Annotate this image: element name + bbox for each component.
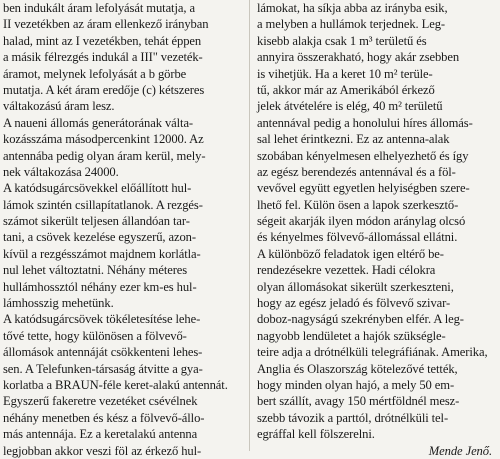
column-divider bbox=[249, 0, 250, 451]
text-line: korlatba a BRAUN-féle keret-alakú antennát. bbox=[3, 377, 228, 392]
text-line: kisebb alakja csak 1 m³ területű és bbox=[257, 33, 427, 48]
text-line: antennába pedig olyan áram kerül, mely- bbox=[3, 148, 206, 163]
text-line: az egész berendezés antennával és a föl- bbox=[257, 164, 456, 179]
text-line: szebb távozik a parttól, drótnélküli tel- bbox=[257, 410, 449, 425]
text-line: Anglia és Olaszország kötelezővé tették, bbox=[257, 361, 458, 376]
text-line: ségeit akarják ilyen módon aránylag olcsó bbox=[257, 214, 466, 229]
text-line: a másik félrezgés indukál a III" vezeték- bbox=[3, 50, 203, 65]
text-line: hullámhossztól néhány ezer km-es hul- bbox=[3, 279, 197, 294]
text-line: A naueni állomás generátorának válta- bbox=[3, 115, 194, 130]
text-line: számot sikerült teljesen állandóan tar- bbox=[3, 214, 190, 229]
text-line: nul lehet változtatni. Néhány méteres bbox=[3, 263, 188, 278]
text-line: vevővel együtt egyetlen helyiségben szere- bbox=[257, 181, 470, 196]
text-line: kozásszáma másodpercenkint 12000. Az bbox=[3, 132, 204, 147]
text-line: A katódsugárcsövekkel előállított hul- bbox=[3, 181, 192, 196]
text-line: hogy az egész jeladó és fölvevő szivar- bbox=[257, 296, 451, 311]
text-line: és kényelmes fölvevő-állomással ellátni. bbox=[257, 230, 458, 245]
text-line: mutatja. A két áram eredője (c) kétszeres bbox=[3, 82, 205, 97]
text-line: sen. A Telefunken-társaság átvitte a gya- bbox=[3, 361, 203, 376]
text-line: teire adja a drótnélküli telegráfiának. Amerika, bbox=[257, 345, 488, 360]
right-text-column bbox=[257, 0, 496, 459]
text-line: lhető fel. Külön ösen a lapok szerkesztő- bbox=[257, 197, 459, 212]
text-line: váltakozású áram lesz. bbox=[3, 99, 115, 114]
text-line: tővé tette, hogy különösen a fölvevő- bbox=[3, 328, 187, 343]
text-line: bert szállít, avagy 150 mértföldnél mesz- bbox=[257, 394, 460, 409]
text-line: II vezetékben az áram ellenkező irányban bbox=[3, 17, 209, 32]
text-line: is vihetjük. Ha a keret 10 m² terüle- bbox=[257, 66, 433, 81]
text-line: tani, a csövek kezelése egyszerű, azon- bbox=[3, 230, 196, 245]
text-line: a melyben a hullámok terjednek. Leg- bbox=[257, 17, 446, 32]
text-line: áramot, melynek lefolyását a b görbe bbox=[3, 66, 187, 81]
text-line: állomások antennáját csökkenteni lehes- bbox=[3, 345, 203, 360]
text-line: hogy minden olyan hajó, a mely 50 em- bbox=[257, 377, 455, 392]
text-line: Egyszerű fakeretre vezetéket csévélnek bbox=[3, 394, 198, 409]
text-line: nek váltakozása 24000. bbox=[3, 164, 119, 179]
text-line: annyira összerakható, hogy akár zsebben bbox=[257, 50, 460, 65]
text-line: A katódsugárcsövek tökéletesítése lehe- bbox=[3, 312, 201, 327]
text-line: A különböző feladatok igen eltérő be- bbox=[257, 246, 444, 261]
left-text-column bbox=[3, 0, 242, 459]
text-line: halad, mint az I vezetékben, tehát éppen bbox=[3, 33, 202, 48]
text-line: más antennája. Ez a keretalakú antenna bbox=[3, 427, 198, 442]
text-line: legjobban akkor veszi föl az érkező hul- bbox=[3, 443, 202, 458]
text-line: tű, akkor már az Amerikából érkező bbox=[257, 82, 435, 97]
text-line: lámok szintén csillapítatlanok. A rezgés- bbox=[3, 197, 203, 212]
text-line: olyan állomásokat sikerült szerkeszteni, bbox=[257, 279, 454, 294]
text-line: doboz-nagyságú szekrényben elfér. A leg- bbox=[257, 312, 464, 327]
text-line: jelek átvételére is elég, 40 m² területű bbox=[257, 99, 443, 114]
text-line: sal lehet érintkezni. Ez az antenna-alak bbox=[257, 132, 450, 147]
text-line: egráffal kell fölszerelni. bbox=[257, 427, 375, 442]
text-line: lámhosszig mehetünk. bbox=[3, 296, 114, 311]
text-line: kívül a rezgésszámot majdnem korlátla- bbox=[3, 246, 201, 261]
text-line: rendezésekre vezettek. Hadi célokra bbox=[257, 263, 436, 278]
text-line: antennával pedig a honolului híres állomás- bbox=[257, 115, 473, 130]
text-line: lámokat, ha síkja abba az irányba esik, bbox=[257, 1, 448, 15]
author-signature: Mende Jenő. bbox=[428, 443, 492, 458]
text-line: szobában kényelmesen elhelyezhető és így bbox=[257, 148, 469, 163]
text-line: nagyobb lendületet a hajók szükségle- bbox=[257, 328, 446, 343]
text-line: ben indukált áram lefolyását mutatja, a bbox=[3, 1, 195, 15]
text-line: néhány menetben és kész a fölvevő-állo- bbox=[3, 410, 205, 425]
